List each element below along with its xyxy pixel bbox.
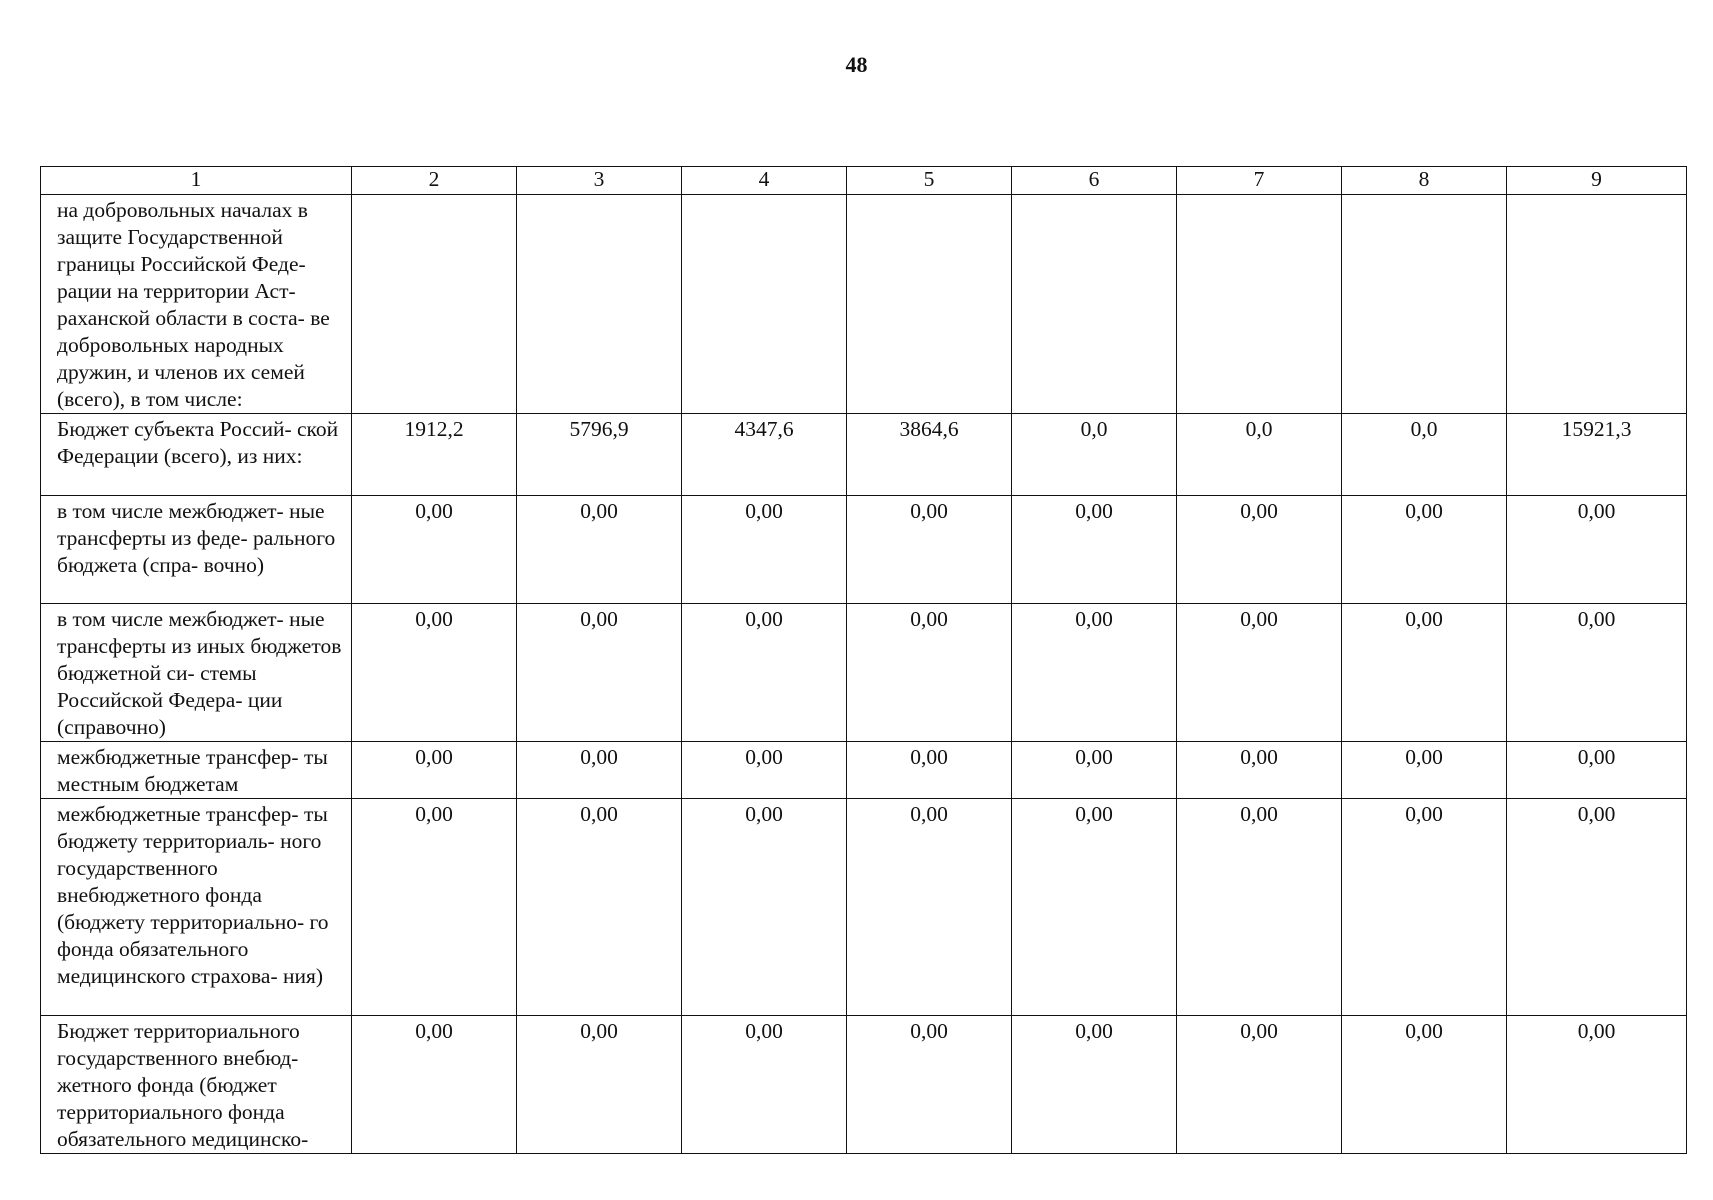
column-header: 6 xyxy=(1012,167,1177,195)
cell-value: 0,00 xyxy=(352,496,517,604)
cell-value: 0,00 xyxy=(517,604,682,742)
column-header: 9 xyxy=(1507,167,1687,195)
cell-value: 0,00 xyxy=(847,496,1012,604)
cell-value xyxy=(682,195,847,414)
cell-value: 0,00 xyxy=(352,799,517,1016)
table-row xyxy=(41,604,1687,742)
cell-value: 0,00 xyxy=(1177,1016,1342,1154)
cell-value: 0,00 xyxy=(1177,799,1342,1016)
cell-value: 0,00 xyxy=(517,742,682,799)
cell-value: 1912,2 xyxy=(352,414,517,496)
cell-value: 0,00 xyxy=(1177,604,1342,742)
cell-value: 0,0 xyxy=(1012,414,1177,496)
cell-value: 0,00 xyxy=(847,604,1012,742)
cell-value: 5796,9 xyxy=(517,414,682,496)
cell-value: 0,00 xyxy=(1507,799,1687,1016)
cell-value: 0,00 xyxy=(1342,799,1507,1016)
cell-value xyxy=(847,195,1012,414)
row-label: в том числе межбюджет- ные трансферты из феде- рального бюджета (спра- вочно) xyxy=(41,496,352,604)
cell-value: 0,00 xyxy=(1507,604,1687,742)
cell-value: 0,00 xyxy=(1507,742,1687,799)
cell-value: 0,00 xyxy=(1012,742,1177,799)
cell-value: 0,0 xyxy=(1342,414,1507,496)
cell-value xyxy=(1177,195,1342,414)
cell-value: 0,00 xyxy=(1012,799,1177,1016)
cell-value: 0,00 xyxy=(682,496,847,604)
cell-value: 0,00 xyxy=(682,799,847,1016)
table-row xyxy=(41,1016,1687,1154)
row-label: Бюджет субъекта Россий- ской Федерации (всего), из них: xyxy=(41,414,352,496)
cell-value: 0,00 xyxy=(847,799,1012,1016)
row-label: межбюджетные трансфер- ты бюджету территориаль- ного государственного внебюджетного фонда (бюджету территориально- го фонда обязательного медицинского страхова- ния) xyxy=(41,799,352,1016)
cell-value: 0,0 xyxy=(1177,414,1342,496)
cell-value: 0,00 xyxy=(1342,742,1507,799)
cell-value: 0,00 xyxy=(1177,742,1342,799)
cell-value: 0,00 xyxy=(1507,496,1687,604)
cell-value: 0,00 xyxy=(352,742,517,799)
cell-value xyxy=(517,195,682,414)
row-label: межбюджетные трансфер- ты местным бюджетам xyxy=(41,742,352,799)
table-row xyxy=(41,195,1687,414)
cell-value: 0,00 xyxy=(517,496,682,604)
column-header: 2 xyxy=(352,167,517,195)
cell-value: 0,00 xyxy=(1012,496,1177,604)
cell-value: 0,00 xyxy=(682,1016,847,1154)
cell-value: 4347,6 xyxy=(682,414,847,496)
cell-value: 0,00 xyxy=(1342,604,1507,742)
row-label: Бюджет территориального государственного внебюд- жетного фонда (бюджет территориального фонда обязательного медицинско- xyxy=(41,1016,352,1154)
cell-value: 0,00 xyxy=(682,742,847,799)
cell-value: 0,00 xyxy=(1342,1016,1507,1154)
column-header: 5 xyxy=(847,167,1012,195)
column-header: 3 xyxy=(517,167,682,195)
row-label: в том числе межбюджет- ные трансферты из иных бюджетов бюджетной си- стемы Российской Федера- ции (справочно) xyxy=(41,604,352,742)
cell-value xyxy=(1012,195,1177,414)
cell-value: 15921,3 xyxy=(1507,414,1687,496)
cell-value: 0,00 xyxy=(1507,1016,1687,1154)
cell-value: 0,00 xyxy=(1342,496,1507,604)
cell-value: 0,00 xyxy=(517,1016,682,1154)
cell-value xyxy=(1342,195,1507,414)
table-row xyxy=(41,799,1687,1016)
budget-table xyxy=(40,166,1687,1154)
column-header: 1 xyxy=(41,167,352,195)
cell-value: 0,00 xyxy=(682,604,847,742)
column-header: 8 xyxy=(1342,167,1507,195)
cell-value xyxy=(352,195,517,414)
page-number: 48 xyxy=(845,52,868,77)
cell-value: 0,00 xyxy=(352,604,517,742)
row-label: на добровольных началах в защите Государственной границы Российской Феде- рации на территории Аст- раханской области в соста- ве добровольных народных дружин, и членов их семей (всего), в том числе: xyxy=(41,195,352,414)
cell-value: 0,00 xyxy=(1177,496,1342,604)
cell-value: 0,00 xyxy=(1012,1016,1177,1154)
column-header: 4 xyxy=(682,167,847,195)
cell-value: 0,00 xyxy=(847,742,1012,799)
table-row xyxy=(41,496,1687,604)
column-header: 7 xyxy=(1177,167,1342,195)
table-row xyxy=(41,742,1687,799)
cell-value xyxy=(1507,195,1687,414)
table-row xyxy=(41,414,1687,496)
cell-value: 3864,6 xyxy=(847,414,1012,496)
cell-value: 0,00 xyxy=(352,1016,517,1154)
cell-value: 0,00 xyxy=(517,799,682,1016)
header-row xyxy=(41,167,1687,195)
cell-value: 0,00 xyxy=(847,1016,1012,1154)
cell-value: 0,00 xyxy=(1012,604,1177,742)
